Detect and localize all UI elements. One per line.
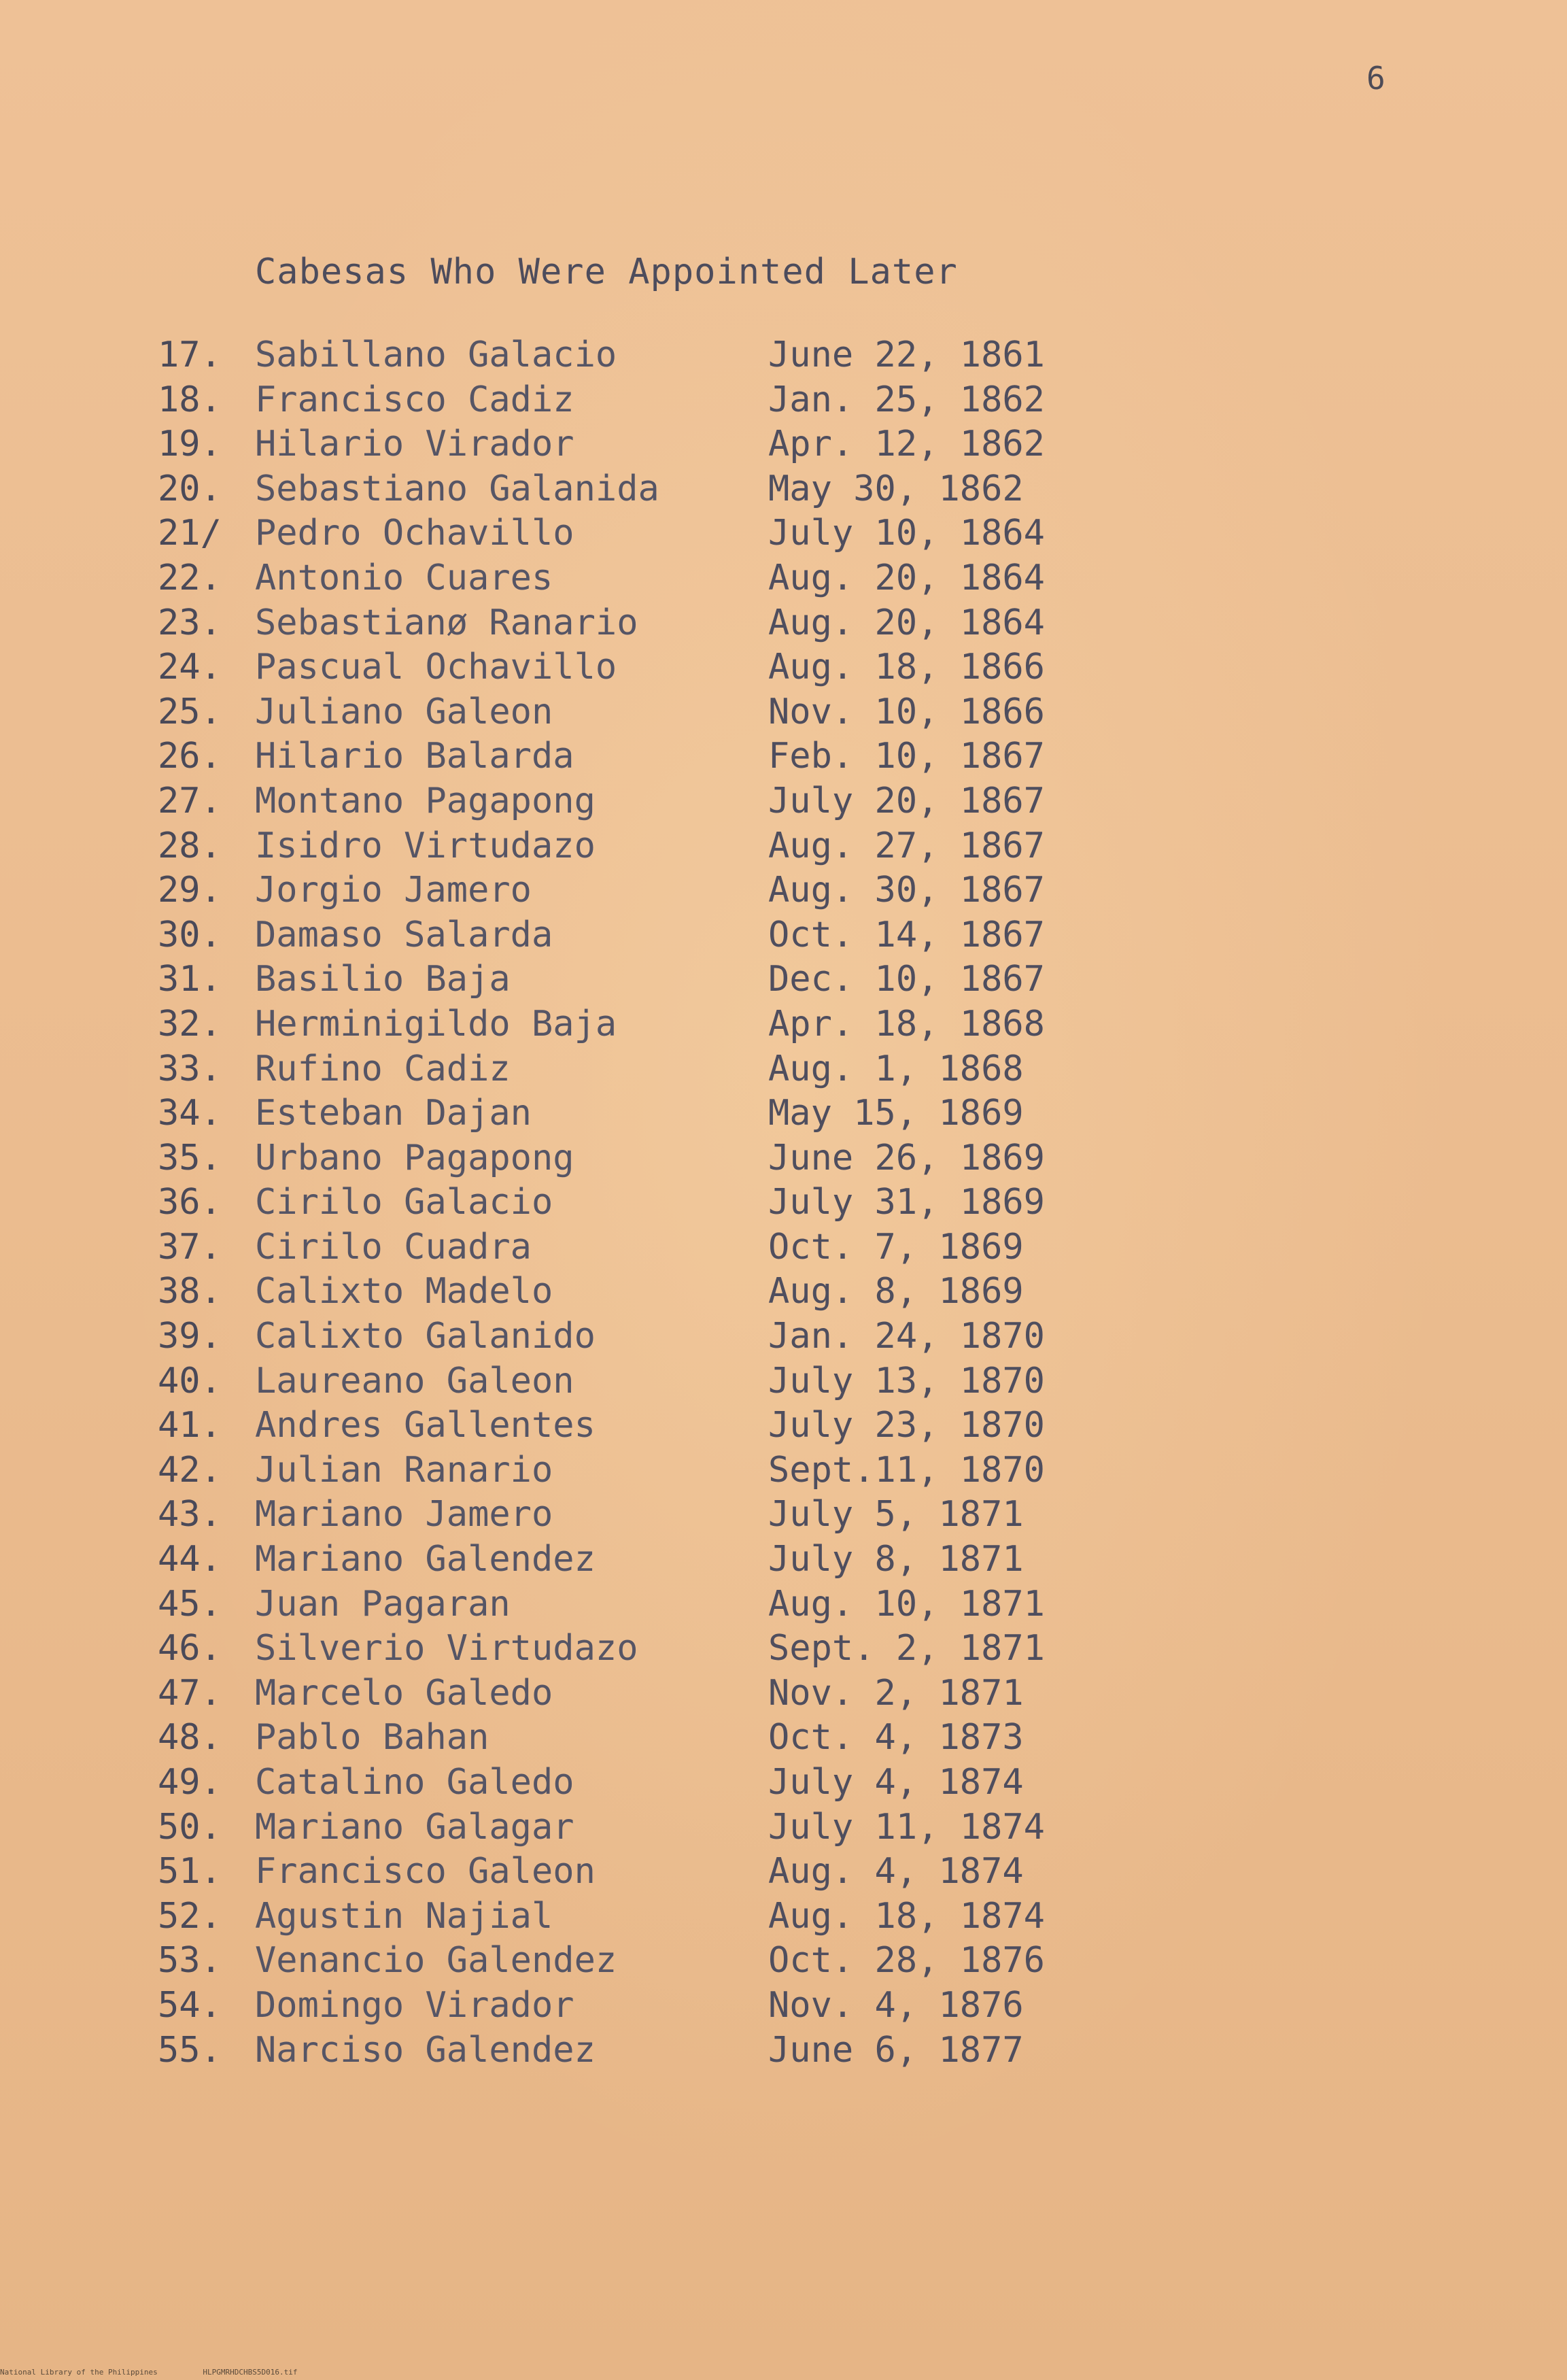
entry-name: Antonio Cuares: [255, 557, 553, 598]
page-heading: Cabesas Who Were Appointed Later: [255, 252, 958, 292]
entry-name: Cirilo Galacio: [255, 1182, 553, 1223]
entry-date: Sept.11, 1870: [768, 1449, 1045, 1491]
entry-number: 52.: [158, 1895, 222, 1937]
entry-name: Calixto Galanido: [255, 1316, 596, 1357]
entry-number: 24.: [158, 647, 222, 688]
entry-number: 23.: [158, 602, 222, 643]
entry-name: Narciso Galendez: [255, 2029, 596, 2071]
entry-number: 53.: [158, 1940, 222, 1982]
entry-name: Sabillano Galacio: [255, 335, 617, 375]
list-item: [0, 1404, 1567, 1448]
entry-date: Aug. 20, 1864: [768, 602, 1045, 643]
entry-date: Aug. 27, 1867: [768, 825, 1045, 866]
entry-name: Pascual Ochavillo: [255, 647, 617, 688]
entry-name: Agustin Najial: [255, 1895, 553, 1937]
entry-name: Mariano Jamero: [255, 1494, 553, 1535]
entry-date: Aug. 18, 1874: [768, 1895, 1045, 1937]
list-item: [0, 333, 1567, 378]
entry-name: Cirilo Cuadra: [255, 1226, 532, 1268]
entry-name: Damaso Salarda: [255, 914, 553, 955]
entry-date: July 31, 1869: [768, 1182, 1045, 1223]
entry-date: Feb. 10, 1867: [768, 736, 1045, 777]
list-item: [0, 1582, 1567, 1627]
list-item: [0, 824, 1567, 869]
entry-date: Oct. 4, 1873: [768, 1717, 1024, 1758]
entry-number: 41.: [158, 1405, 222, 1446]
list-item: [0, 1716, 1567, 1761]
entry-name: Silverio Virtudazo: [255, 1628, 638, 1669]
entry-number: 45.: [158, 1583, 222, 1625]
list-item: [0, 913, 1567, 958]
entry-date: July 20, 1867: [768, 780, 1045, 821]
entry-date: Oct. 14, 1867: [768, 914, 1045, 955]
entry-date: Oct. 28, 1876: [768, 1940, 1045, 1982]
entry-date: June 22, 1861: [768, 335, 1045, 375]
entry-date: May 30, 1862: [768, 468, 1024, 509]
list-item: [0, 1761, 1567, 1805]
entry-number: 37.: [158, 1226, 222, 1268]
entry-date: Nov. 10, 1866: [768, 691, 1045, 732]
entry-number: 22.: [158, 557, 222, 598]
list-item: [0, 1180, 1567, 1225]
list-item: [0, 601, 1567, 646]
entry-number: 55.: [158, 2029, 222, 2071]
entry-name: Domingo Virador: [255, 1984, 574, 2026]
entry-name: Francisco Galeon: [255, 1851, 596, 1892]
entry-number: 46.: [158, 1628, 222, 1669]
entry-date: Nov. 2, 1871: [768, 1672, 1024, 1714]
list-item: [0, 779, 1567, 824]
entry-number: 40.: [158, 1360, 222, 1401]
entry-date: Dec. 10, 1867: [768, 959, 1045, 1000]
list-item: [0, 378, 1567, 423]
list-item: [0, 2028, 1567, 2073]
entry-date: Aug. 18, 1866: [768, 647, 1045, 688]
list-item: [0, 690, 1567, 735]
entry-date: July 23, 1870: [768, 1405, 1045, 1446]
list-item: [0, 1270, 1567, 1314]
list-item: [0, 1314, 1567, 1359]
entry-name: Marcelo Galedo: [255, 1672, 553, 1714]
entry-date: Apr. 12, 1862: [768, 424, 1045, 465]
entry-number: 33.: [158, 1048, 222, 1089]
entry-number: 38.: [158, 1271, 222, 1312]
list-item: [0, 556, 1567, 601]
entry-date: Aug. 1, 1868: [768, 1048, 1024, 1089]
entry-date: Sept. 2, 1871: [768, 1628, 1045, 1669]
entry-number: 25.: [158, 691, 222, 732]
entry-number: 26.: [158, 736, 222, 777]
entry-date: Aug. 8, 1869: [768, 1271, 1024, 1312]
entry-date: Apr. 18, 1868: [768, 1003, 1045, 1044]
entry-name: Sebastiano Galanida: [255, 468, 659, 509]
entry-date: Aug. 4, 1874: [768, 1851, 1024, 1892]
entry-date: Nov. 4, 1876: [768, 1984, 1024, 2026]
entry-name: Hilario Balarda: [255, 736, 574, 777]
entry-name: Mariano Galagar: [255, 1806, 574, 1848]
entry-name: Rufino Cadiz: [255, 1048, 511, 1089]
list-item: [0, 1984, 1567, 2028]
list-item: [0, 957, 1567, 1002]
entry-name: Juliano Galeon: [255, 691, 553, 732]
entry-number: 27.: [158, 780, 222, 821]
entry-number: 36.: [158, 1182, 222, 1223]
list-item: [0, 868, 1567, 913]
entry-name: Basilio Baja: [255, 959, 511, 1000]
entry-name: Montano Pagapong: [255, 780, 596, 821]
entry-date: July 5, 1871: [768, 1494, 1024, 1535]
entry-number: 29.: [158, 870, 222, 911]
entry-date: July 8, 1871: [768, 1539, 1024, 1580]
list-item: [0, 467, 1567, 512]
entry-name: Hilario Virador: [255, 424, 574, 465]
entry-name: Venancio Galendez: [255, 1940, 617, 1982]
entry-name: Catalino Galedo: [255, 1762, 574, 1803]
entry-number: 47.: [158, 1672, 222, 1714]
list-item: [0, 1805, 1567, 1850]
entry-number: 28.: [158, 825, 222, 866]
entry-date: Aug. 10, 1871: [768, 1583, 1045, 1625]
list-item: [0, 1225, 1567, 1270]
entry-number: 50.: [158, 1806, 222, 1848]
entry-number: 49.: [158, 1762, 222, 1803]
entry-number: 30.: [158, 914, 222, 955]
scan-footer: [0, 2368, 339, 2377]
list-item: [0, 1537, 1567, 1582]
list-item: [0, 422, 1567, 467]
entry-date: July 13, 1870: [768, 1360, 1045, 1401]
cabesa-list: [0, 333, 1567, 2073]
entry-name: Sebastianø Ranario: [255, 602, 638, 643]
entry-date: June 26, 1869: [768, 1137, 1045, 1178]
entry-number: 20.: [158, 468, 222, 509]
list-item: [0, 1136, 1567, 1181]
list-item: [0, 1493, 1567, 1537]
entry-name: Julian Ranario: [255, 1449, 553, 1491]
entry-number: 43.: [158, 1494, 222, 1535]
list-item: [0, 1448, 1567, 1493]
entry-number: 17.: [158, 335, 222, 375]
entry-number: 48.: [158, 1717, 222, 1758]
entry-number: 44.: [158, 1539, 222, 1580]
entry-date: Aug. 30, 1867: [768, 870, 1045, 911]
footer-library: National Library of the Philippines: [0, 2368, 158, 2377]
entry-name: Mariano Galendez: [255, 1539, 596, 1580]
entry-number: 51.: [158, 1851, 222, 1892]
entry-number: 54.: [158, 1984, 222, 2026]
entry-name: Esteban Dajan: [255, 1093, 532, 1134]
list-item: [0, 734, 1567, 779]
page-number: 6: [1366, 60, 1385, 97]
entry-number: 21/: [158, 513, 222, 554]
entry-number: 39.: [158, 1316, 222, 1357]
entry-name: Andres Gallentes: [255, 1405, 596, 1446]
entry-number: 32.: [158, 1003, 222, 1044]
entry-name: Pedro Ochavillo: [255, 513, 574, 554]
list-item: [0, 1939, 1567, 1984]
entry-name: Isidro Virtudazo: [255, 825, 596, 866]
entry-date: Jan. 24, 1870: [768, 1316, 1045, 1357]
entry-number: 35.: [158, 1137, 222, 1178]
entry-number: 42.: [158, 1449, 222, 1491]
entry-name: Juan Pagaran: [255, 1583, 511, 1625]
footer-filename: HLPGMRHDCHBS5D016.tif: [203, 2368, 298, 2377]
entry-date: July 4, 1874: [768, 1762, 1024, 1803]
entry-name: Herminigildo Baja: [255, 1003, 617, 1044]
list-item: [0, 1359, 1567, 1404]
entry-name: Calixto Madelo: [255, 1271, 553, 1312]
entry-date: Aug. 20, 1864: [768, 557, 1045, 598]
entry-date: May 15, 1869: [768, 1093, 1024, 1134]
entry-date: July 10, 1864: [768, 513, 1045, 554]
entry-number: 34.: [158, 1093, 222, 1134]
entry-date: June 6, 1877: [768, 2029, 1024, 2071]
list-item: [0, 1627, 1567, 1671]
list-item: [0, 511, 1567, 556]
list-item: [0, 1002, 1567, 1047]
entry-date: Jan. 25, 1862: [768, 379, 1045, 420]
entry-name: Pablo Bahan: [255, 1717, 489, 1758]
entry-number: 31.: [158, 959, 222, 1000]
entry-name: Laureano Galeon: [255, 1360, 574, 1401]
entry-name: Francisco Cadiz: [255, 379, 574, 420]
list-item: [0, 1850, 1567, 1894]
list-item: [0, 1091, 1567, 1136]
entry-name: Urbano Pagapong: [255, 1137, 574, 1178]
entry-number: 18.: [158, 379, 222, 420]
list-item: [0, 645, 1567, 690]
list-item: [0, 1894, 1567, 1939]
entry-number: 19.: [158, 424, 222, 465]
list-item: [0, 1671, 1567, 1716]
list-item: [0, 1047, 1567, 1092]
entry-date: July 11, 1874: [768, 1806, 1045, 1848]
entry-name: Jorgio Jamero: [255, 870, 532, 911]
entry-date: Oct. 7, 1869: [768, 1226, 1024, 1268]
